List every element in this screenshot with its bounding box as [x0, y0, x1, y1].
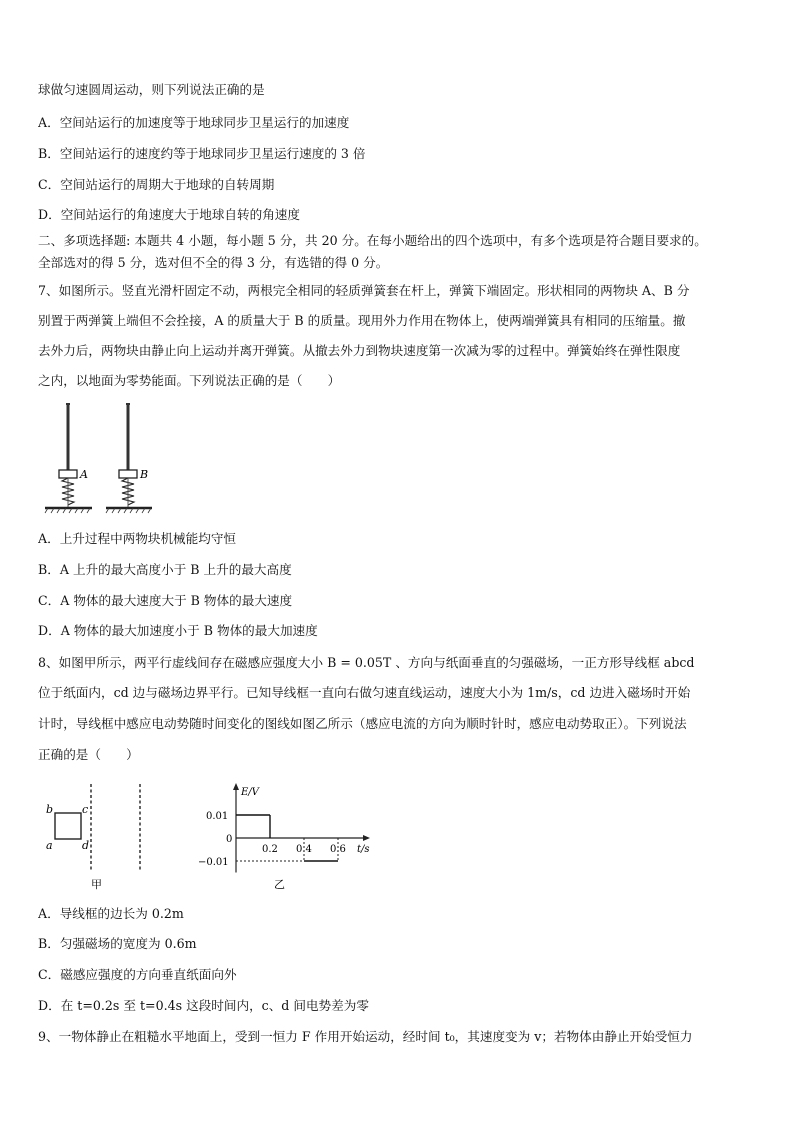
q9-stem: 9、一物体静止在粗糙水平地面上，受到一恒力 F 作用开始运动，经时间 t₀，其速度变为 v；若物体由静止开始受恒力: [38, 1029, 693, 1044]
caption-jia: 甲: [91, 878, 102, 891]
q7-option-b: B．A 上升的最大高度小于 B 上升的最大高度: [38, 562, 292, 577]
x-axis-arrow: [363, 835, 370, 841]
q8-option-b: B．匀强磁场的宽度为 0.6m: [38, 936, 197, 951]
q6-stem-tail: 球做匀速圆周运动，则下列说法正确的是: [38, 82, 265, 97]
x-tick-label: 0.4: [296, 844, 312, 855]
x-tick-label: 0.6: [330, 844, 346, 855]
q6-option-c: C．空间站运行的周期大于地球的自转周期: [38, 177, 275, 192]
q6-option-b: B．空间站运行的速度约等于地球同步卫星运行速度的 3 倍: [38, 146, 366, 161]
q8-stem-line3: 计时，导线框中感应电动势随时间变化的图线如图乙所示（感应电流的方向为顺时针时，感应电动势取正）。下列说法: [38, 716, 687, 731]
q8-option-c: C．磁感应强度的方向垂直纸面向外: [38, 967, 237, 982]
label-b: B: [140, 468, 149, 481]
q7-stem-line1: 7、如图所示。竖直光滑杆固定不动，两根完全相同的轻质弹簧套在杆上，弹簧下端固定。形状相同的两物块 A、B 分: [38, 283, 690, 298]
y-tick-label-pos: 0.01: [206, 811, 229, 822]
q6-option-d: D．空间站运行的角速度大于地球自转的角速度: [38, 207, 300, 222]
q8-stem-line1: 8、如图甲所示，两平行虚线间存在磁感应强度大小 B = 0.05T 、方向与纸面垂直的匀强磁场，一正方形导线框 abcd: [38, 655, 695, 670]
y-tick-label-zero: 0: [226, 834, 233, 845]
x-axis-label: t/s: [357, 844, 370, 855]
label-a: A: [80, 468, 88, 481]
q7-stem-line3: 去外力后，两物块由静止向上运动并离开弹簧。从撤去外力到物块速度第一次减为零的过程中。弹簧始终在弹性限度: [38, 343, 681, 358]
q7-option-a: A．上升过程中两物块机械能均守恒: [38, 531, 237, 546]
q8-figure-jia: [40, 780, 170, 895]
square-loop: [55, 813, 81, 839]
q8-option-a: A．导线框的边长为 0.2m: [38, 906, 184, 921]
q7-spring-figure: [40, 400, 160, 520]
block-a: [59, 470, 77, 478]
q7-option-c: C．A 物体的最大速度大于 B 物体的最大速度: [38, 593, 293, 608]
corner-b: b: [46, 803, 54, 816]
block-b: [119, 470, 137, 478]
y-axis-label: E/V: [241, 787, 259, 798]
x-tick-label: 0.2: [262, 844, 278, 855]
q8-option-d: D．在 t=0.2s 至 t=0.4s 这段时间内，c、d 间电势差为零: [38, 998, 369, 1013]
y-tick-label-neg: −0.01: [198, 857, 229, 868]
corner-c: c: [82, 803, 89, 816]
corner-a: a: [46, 839, 53, 852]
q8-stem-line4: 正确的是（ ）: [38, 747, 139, 762]
y-axis-arrow: [233, 783, 239, 790]
section2-heading-line2: 全部选对的得 5 分，选对但不全的得 3 分，有选错的得 0 分。: [38, 255, 389, 270]
section2-heading-line1: 二、多项选择题: 本题共 4 小题，每小题 5 分，共 20 分。在每小题给出的四个选项中，有多个选项是符合题目要求的。: [38, 233, 707, 248]
q8-chart-yi: [196, 780, 376, 895]
q7-stem-line4: 之内，以地面为零势能面。下列说法正确的是（ ）: [38, 373, 341, 388]
q7-option-d: D．A 物体的最大加速度小于 B 物体的最大加速度: [38, 623, 318, 638]
q6-option-a: A．空间站运行的加速度等于地球同步卫星运行的加速度: [38, 115, 350, 130]
corner-d: d: [82, 839, 90, 852]
q8-stem-line2: 位于纸面内，cd 边与磁场边界平行。已知导线框一直向右做匀速直线运动，速度大小为 1m/s，cd 边进入磁场时开始: [38, 685, 691, 700]
caption-yi: 乙: [274, 878, 285, 891]
q7-stem-line2: 别置于两弹簧上端但不会拴接，A 的质量大于 B 的质量。现用外力作用在物体上，使两端弹簧具有相同的压缩量。撤: [38, 313, 686, 328]
